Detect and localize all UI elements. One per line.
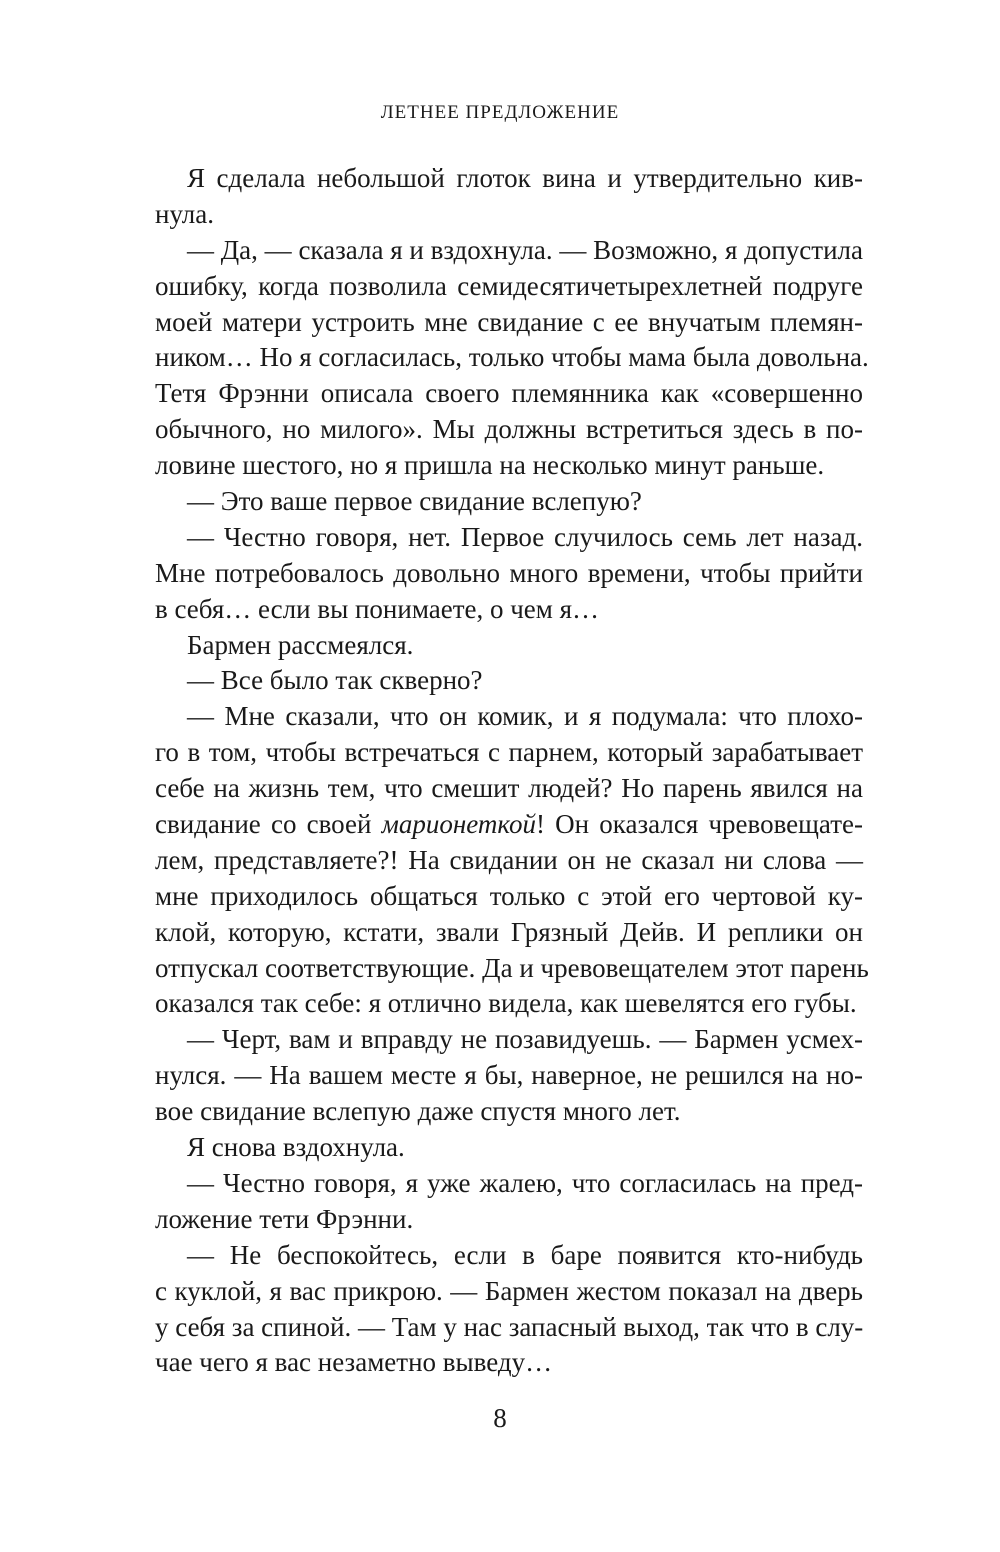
- body-text: [155, 161, 869, 1381]
- text-line: Я снова вздохнула.: [187, 1132, 405, 1163]
- text-line: Бармен рассмеялся.: [187, 629, 414, 660]
- text-line: Мне потребовалось довольно много времени, чтобы прийти: [155, 557, 863, 588]
- text-line: чае чего я вас незаметно выведу…: [155, 1347, 553, 1378]
- text-line: клой, которую, кстати, звали Грязный Дейв. И реплики он: [155, 916, 863, 947]
- text-line: ником… Но я согласилась, только чтобы мама была довольна.: [155, 342, 869, 373]
- text-line: — Это ваше первое свидание вслепую?: [187, 486, 642, 517]
- text-line: мне приходилось общаться только с этой его чертовой ку-: [155, 880, 863, 911]
- text-segment: свидание со своей: [155, 809, 382, 840]
- text-line: у себя за спиной. — Там у нас запасный выход, так что в слу-: [155, 1311, 864, 1342]
- text-line: — Черт, вам и вправду не позавидуешь. — Бармен усмех-: [187, 1024, 863, 1055]
- text-line: оказался так себе: я отлично видела, как шевелятся его губы.: [155, 988, 857, 1019]
- text-line: — Не беспокойтесь, если в баре появится кто-нибудь: [187, 1239, 863, 1270]
- page-number: 8: [493, 1403, 507, 1433]
- text-line: ошибку, когда позволила семидесятичетырехлетней подруге: [155, 270, 863, 301]
- text-line: ловине шестого, но я пришла на несколько минут раньше.: [155, 450, 825, 481]
- text-line: себе на жизнь тем, что смешит людей? Но парень явился на: [155, 773, 863, 804]
- text-line: Тетя Фрэнни описала своего племянника как «совершенно: [155, 378, 863, 409]
- running-head: ЛЕТНЕЕ ПРЕДЛОЖЕНИЕ: [380, 102, 620, 123]
- text-line: го в том, чтобы встречаться с парнем, который зарабатывает: [155, 737, 863, 768]
- text-line: [155, 807, 863, 843]
- text-line: вое свидание вслепую даже спустя много лет.: [155, 1096, 681, 1127]
- text-line: — Да, — сказала я и вздохнула. — Возможно, я допустила: [187, 234, 863, 265]
- text-line: Я сделала небольшой глоток вина и утвердительно кив-: [187, 163, 863, 193]
- text-line: с куклой, я вас прикрою. — Бармен жестом показал на дверь: [155, 1275, 863, 1306]
- text-line: — Мне сказали, что он комик, и я подумала: что плохо-: [187, 701, 863, 732]
- text-line: — Честно говоря, нет. Первое случилось семь лет назад.: [187, 521, 863, 552]
- text-line: лем, представляете?! На свидании он не сказал ни слова —: [155, 844, 863, 875]
- text-line: — Честно говоря, я уже жалею, что согласилась на пред-: [187, 1167, 863, 1198]
- text-line: нулся. — На вашем месте я бы, наверное, не решился на но-: [155, 1060, 863, 1091]
- text-line: нула.: [155, 198, 214, 229]
- text-line: отпускал соответствующие. Да и чревовещателем этот парень: [155, 952, 869, 983]
- text-line: моей матери устроить мне свидание с ее внучатым племян-: [155, 306, 863, 337]
- text-segment: ! Он оказался чревовещате-: [536, 809, 863, 840]
- text-line: — Все было так скверно?: [187, 665, 483, 696]
- text-line: ложение тети Фрэнни.: [155, 1203, 414, 1234]
- italic-word: марионеткой: [381, 809, 536, 840]
- text-line: обычного, но милого». Мы должны встретиться здесь в по-: [155, 414, 863, 445]
- text-line: в себя… если вы понимаете, о чем я…: [155, 593, 600, 624]
